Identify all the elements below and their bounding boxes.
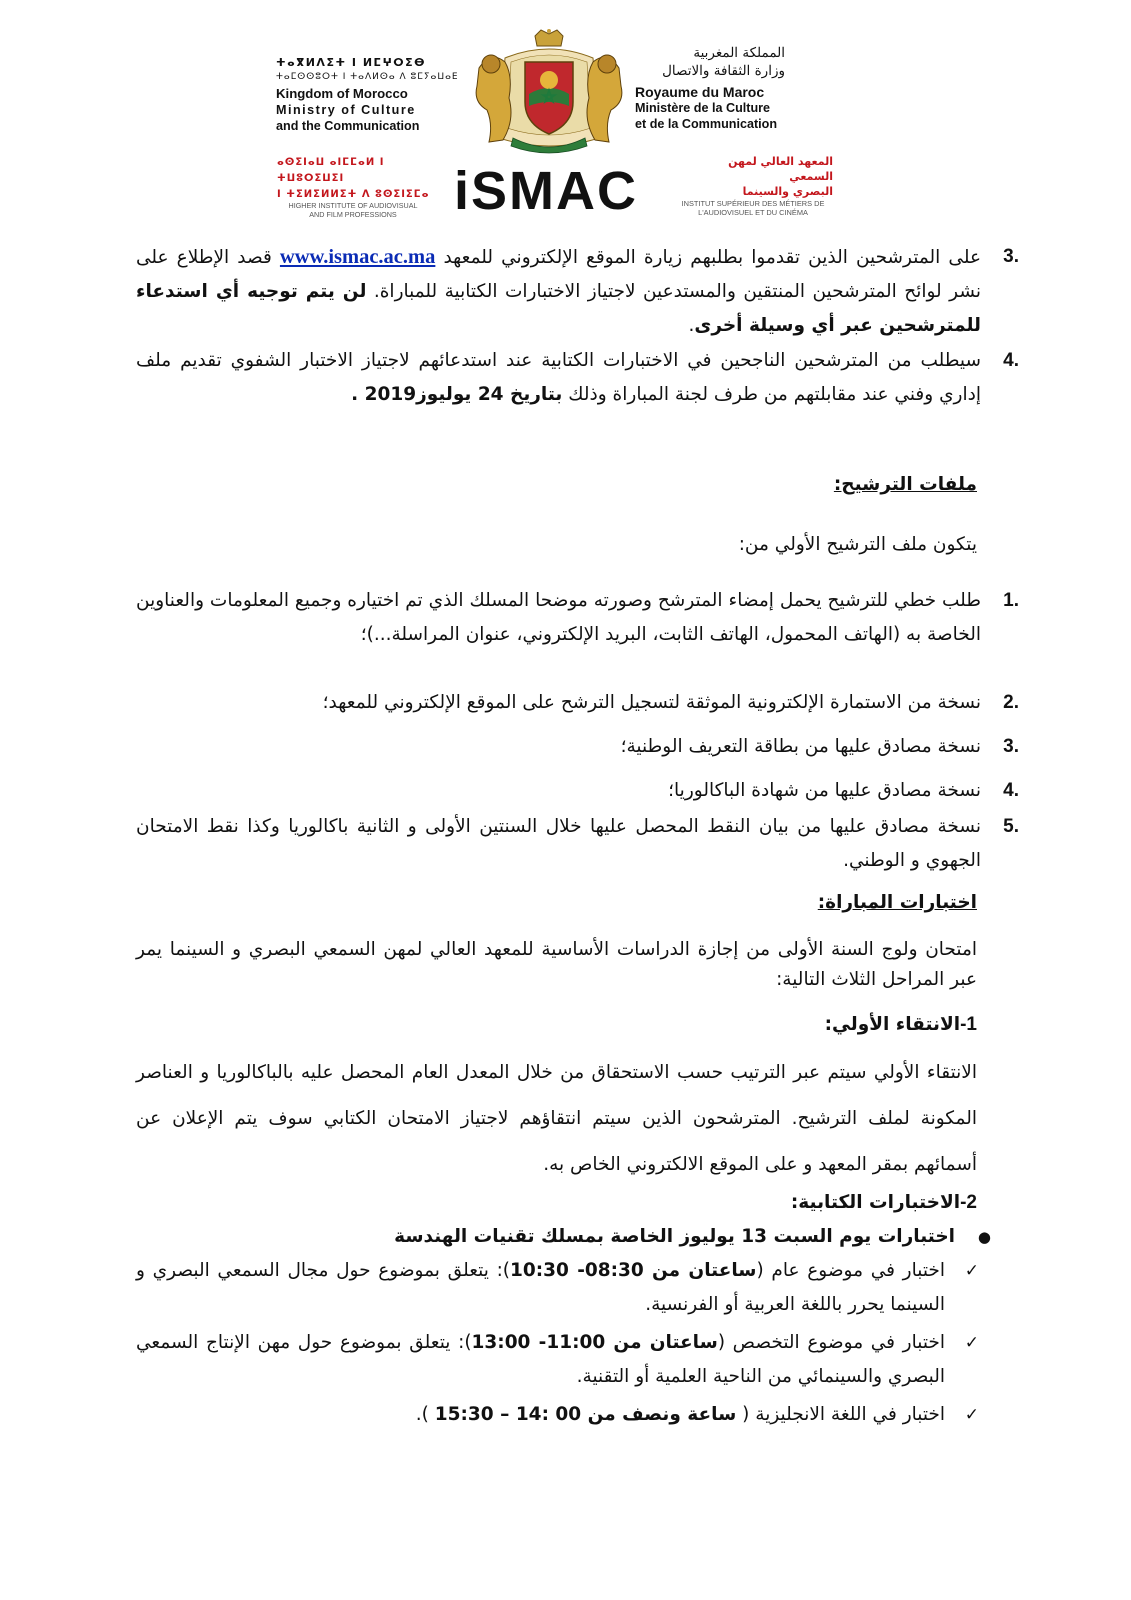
arabic-ministry: وزارة الثقافة والاتصال: [662, 63, 785, 79]
exam-text: ): يتعلق بموضوع حول مهن الإنتاج السمعي البصري والسينمائي من الناحية العلمية أو التقنية.: [136, 1332, 945, 1387]
french-line-2: Ministère de la Culture: [635, 101, 771, 115]
stage-1-text: الانتقاء الأولي سيتم عبر الترتيب حسب الاستحقاق من خلال المعدل العام المحصل عليه بالباكالوريا و العناصر المكونة لملف الترشيح. المترشحون الذين سيتم انتقاؤهم لاجتياز الامتحان الكتابي سوف يتم الإعلان عن أسمائهم بمقر المعهد و على الموقع الالكتروني الخاص به.: [136, 1062, 977, 1175]
english-line-1: Kingdom of Morocco: [276, 86, 408, 101]
file-text: نسخة من الاستمارة الإلكترونية الموثقة لتسجيل الترشح على الموقع الإلكتروني للمعهد؛: [322, 692, 981, 713]
file-item-1: [136, 584, 1019, 652]
header-right-block: [635, 44, 835, 132]
exam-time: ساعتان من 11:00- 13:00: [471, 1332, 718, 1353]
ismac-logo-text: iSMAC: [454, 163, 638, 215]
exam-text: ).: [415, 1404, 435, 1425]
files-intro: يتكون ملف الترشيح الأولي من:: [738, 534, 977, 555]
note-text: .: [688, 315, 695, 336]
file-number: 3.: [1003, 736, 1019, 757]
file-number: 4.: [1003, 780, 1019, 801]
institute-tifinagh-line-1: ⴰⵙⵉⵏⴰⵡ ⴰⵏⵎⵎⴰⵍ ⵏ ⵜⵡⵓⵔⵉⵡⵉⵏ: [277, 157, 385, 184]
institute-tifinagh: [277, 155, 437, 203]
institute-french: [663, 199, 843, 217]
english-line-2: Ministry of Culture: [276, 103, 416, 117]
stage-number: 1-: [960, 1014, 977, 1035]
note-text: على المترشحين الذين تقدموا بطلبهم زيارة الموقع الإلكتروني للمعهد: [435, 247, 981, 268]
note-emphasis: لن يتم توجيه أي استدعاء للمترشحين عبر أي وسيلة أخرى: [136, 281, 981, 336]
stage-number: 2-: [960, 1192, 977, 1213]
exam-check-3: [136, 1398, 979, 1432]
institute-arabic: [693, 154, 833, 199]
note-item-4: [136, 344, 1019, 412]
institute-english: [268, 201, 438, 219]
file-text: نسخة مصادق عليها من بيان النقط المحصل عليها خلال السنتين الأولى و الثانية باكالوريا وكذا نقط الامتحان الجهوي و الوطني.: [136, 816, 981, 871]
institute-tifinagh-line-2: ⵏ ⵜⵉⵍⵉⵍⵍⵉⵜ ⴷ ⵓⵙⵉⵏⵉⵎⴰ: [277, 189, 430, 200]
institute-english-line-2: AND FILM PROFESSIONS: [309, 210, 397, 219]
note-item-3: [136, 240, 1019, 343]
institute-english-line-1: HIGHER INSTITUTE OF AUDIOVISUAL: [288, 201, 418, 210]
exams-heading: اختبارات المباراة:: [817, 892, 977, 913]
website-link[interactable]: www.ismac.ac.ma: [279, 246, 436, 268]
stage-2-title: [791, 1192, 977, 1214]
file-text: نسخة مصادق عليها من شهادة الباكالوريا؛: [668, 780, 981, 801]
institute-arabic-line-1: المعهد العالي لمهن السمعي: [728, 155, 833, 183]
exam-text: اختبار في موضوع التخصص (: [717, 1332, 945, 1353]
bullet-icon: ●: [977, 1228, 991, 1246]
file-text: نسخة مصادق عليها من بطاقة التعريف الوطنية؛: [620, 736, 981, 757]
tifinagh-ministry: ⵜⴰⵎⵙⵙⵓⵔⵜ ⵏ ⵜⴰⴷⵍⵙⴰ ⴷ ⵓⵎⵢⴰⵡⴰⴹ: [276, 72, 459, 82]
note-text: سيطلب من المترشحين الناجحين في الاختبارات الكتابية عند استدعائهم لاجتياز الاختبار الشفوي تقديم ملف إداري وفني عند مقابلتهم من طرف لجنة المباراة وذلك: [136, 350, 981, 405]
tifinagh-kingdom: ⵜⴰⴳⵍⴷⵉⵜ ⵏ ⵍⵎⵖⵔⵉⴱ: [276, 56, 427, 69]
exam-text: اختبار في موضوع عام (: [756, 1260, 945, 1281]
exam-text: ): يتعلق بموضوع حول مجال السمعي البصري و السينما يحرر باللغة العربية أو الفرنسية.: [136, 1260, 945, 1315]
exam-time: ساعة ونصف من 00 :14 – 15:30: [434, 1404, 737, 1425]
stage-title: الانتقاء الأولي:: [824, 1014, 961, 1035]
files-heading: ملفات الترشيح:: [833, 474, 977, 495]
institute-arabic-line-2: البصري والسينما: [742, 185, 833, 198]
file-item-5: [136, 810, 1019, 878]
institute-french-line-1: INSTITUT SUPÉRIEUR DES MÉTIERS DE: [681, 199, 825, 208]
note-date: بتاريخ 24 يوليوز2019 .: [351, 384, 563, 405]
note-number: 3.: [1003, 246, 1019, 267]
stage-title: الاختبارات الكتابية:: [790, 1192, 961, 1213]
note-text: قصد الإطلاع على نشر لوائح المترشحين المنتقين والمستدعين لاجتياز الاختبارات الكتابية للمباراة.: [136, 247, 981, 302]
ismac-logo-icon: [452, 163, 664, 215]
header-left-block: [276, 56, 476, 134]
note-number: 4.: [1003, 350, 1019, 371]
file-number: 5.: [1003, 816, 1019, 837]
file-number: 1.: [1003, 590, 1019, 611]
exam-text: اختبار في اللغة الانجليزية (: [736, 1404, 945, 1425]
exam-check-2: [136, 1326, 979, 1394]
english-line-3: and the Communication: [276, 119, 420, 133]
exam-day-bullet: [136, 1222, 991, 1252]
french-title: [635, 84, 835, 132]
checkmark-icon: ✓: [964, 1333, 979, 1353]
file-number: 2.: [1003, 692, 1019, 713]
stage-1-title: [825, 1014, 977, 1036]
file-text: طلب خطي للترشيح يحمل إمضاء المترشح وصورته موضحا المسلك الذي تم اختياره وجميع المعلومات والعناوين الخاصة به (الهاتف المحمول، الهاتف الثابت، البريد الإلكتروني، عنوان المراسلة...)؛: [136, 590, 981, 645]
checkmark-icon: ✓: [964, 1405, 979, 1425]
file-item-3: [136, 730, 1019, 764]
exam-day-text: اختبارات يوم السبت 13 يوليوز الخاصة بمسلك تقنيات الهندسة: [394, 1226, 955, 1247]
exams-intro: امتحان ولوج السنة الأولى من إجازة الدراسات الأساسية للمعهد العالي لمهن السمعي البصري و السينما يمر عبر المراحل الثلاث التالية:: [136, 939, 977, 990]
file-item-4: [136, 774, 1019, 808]
english-title: [276, 86, 476, 134]
french-line-3: et de la Communication: [635, 117, 778, 131]
file-item-2: [136, 686, 1019, 720]
exam-time: ساعتان من 08:30- 10:30: [510, 1260, 757, 1281]
royal-coat-of-arms-icon: [469, 28, 629, 156]
institute-french-line-2: L'AUDIOVISUEL ET DU CINÉMA: [698, 208, 808, 217]
french-line-1: Royaume du Maroc: [635, 84, 765, 100]
arabic-kingdom: المملكة المغربية: [693, 45, 785, 61]
exam-check-1: [136, 1254, 979, 1322]
checkmark-icon: ✓: [964, 1261, 979, 1281]
